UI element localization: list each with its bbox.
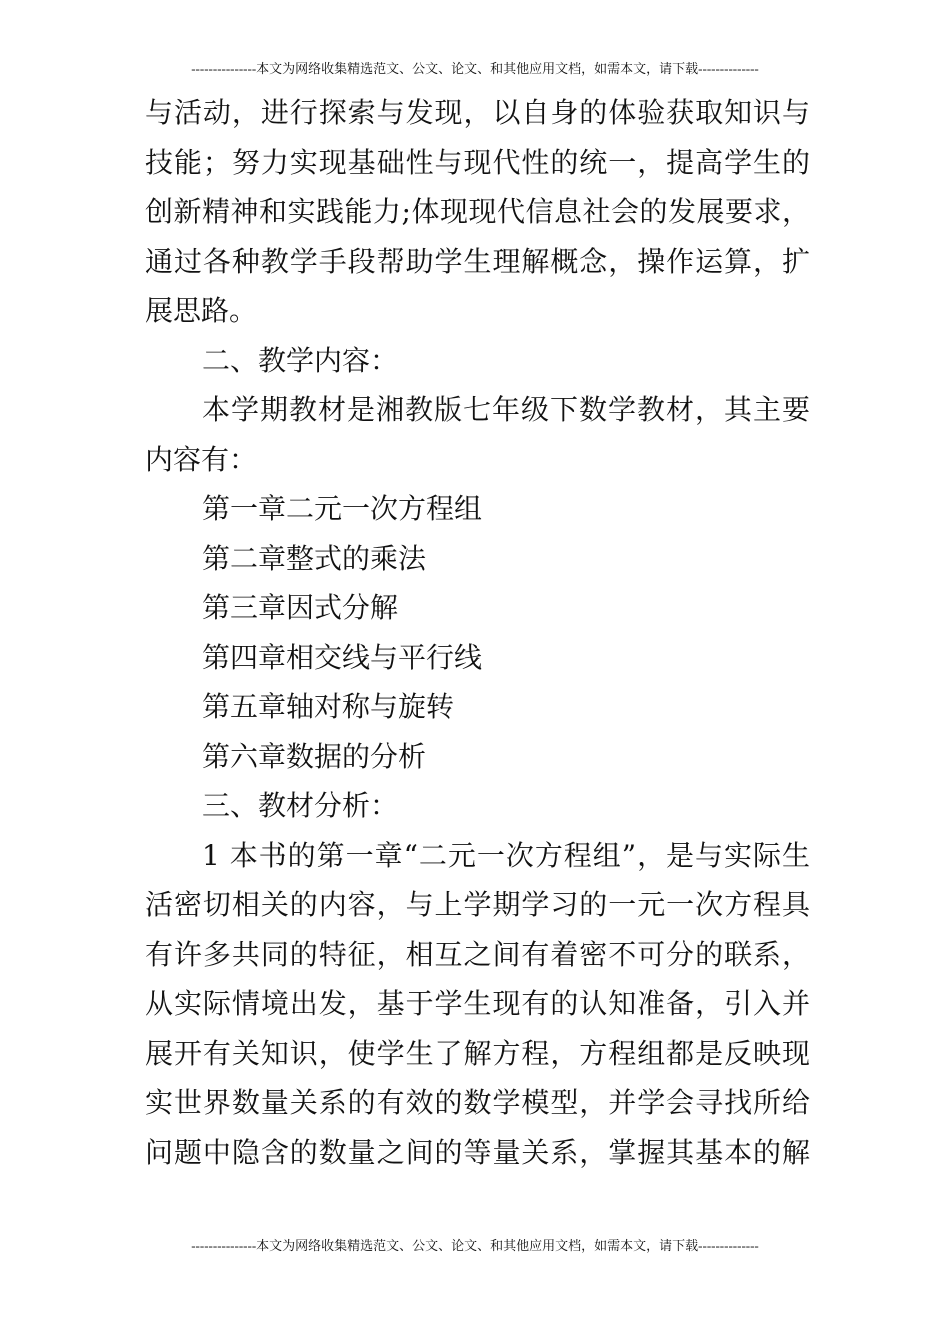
text-line: 从实际情境出发，基于学生现有的认知准备，引入并: [145, 987, 810, 1020]
text-line: 活密切相关的内容，与上学期学习的一元一次方程具: [145, 888, 810, 921]
text-line: 展开有关知识，使学生了解方程，方程组都是反映现: [145, 1036, 810, 1070]
chapter-item: 第二章整式的乘法: [202, 541, 427, 575]
text-line: 有许多共同的特征，相互之间有着密不可分的联系，: [145, 937, 810, 971]
chapter-item: 第五章轴对称与旋转: [202, 690, 455, 723]
section-heading-content: 二、教学内容：: [202, 343, 399, 377]
text-line: 创新精神和实践能力;体现现代信息社会的发展要求，: [145, 195, 810, 228]
page-footer: ---------------本文为网络收集精选范文、公文、论文、和其他应用文档，如需本文，请下载--------------: [191, 1238, 759, 1253]
chapter-item: 第一章二元一次方程组: [202, 492, 483, 525]
chapter-item: 第六章数据的分析: [202, 739, 427, 773]
section-heading-analysis: 三、教材分析：: [202, 789, 399, 822]
text-line: 与活动，进行探索与发现，以自身的体验获取知识与: [145, 96, 810, 129]
text-line: 问题中隐含的数量之间的等量关系，掌握其基本的解: [145, 1135, 810, 1169]
text-line: 技能；努力实现基础性与现代性的统一，提高学生的: [145, 145, 810, 179]
chapter-item: 第三章因式分解: [202, 591, 399, 624]
document-body: [145, 88, 810, 1177]
text-line: 展思路。: [145, 294, 258, 327]
text-line: 内容有：: [145, 442, 258, 476]
text-line: 1 本书的第一章“二元一次方程组”，是与实际生: [202, 838, 810, 872]
text-line: 实世界数量关系的有效的数学模型，并学会寻找所给: [145, 1086, 810, 1119]
text-line: 本学期教材是湘教版七年级下数学教材，其主要: [202, 393, 810, 426]
page-header: ---------------本文为网络收集精选范文、公文、论文、和其他应用文档，如需本文，请下载--------------: [191, 61, 759, 76]
chapter-item: 第四章相交线与平行线: [202, 640, 483, 674]
text-line: 通过各种教学手段帮助学生理解概念，操作运算，扩: [145, 244, 810, 278]
